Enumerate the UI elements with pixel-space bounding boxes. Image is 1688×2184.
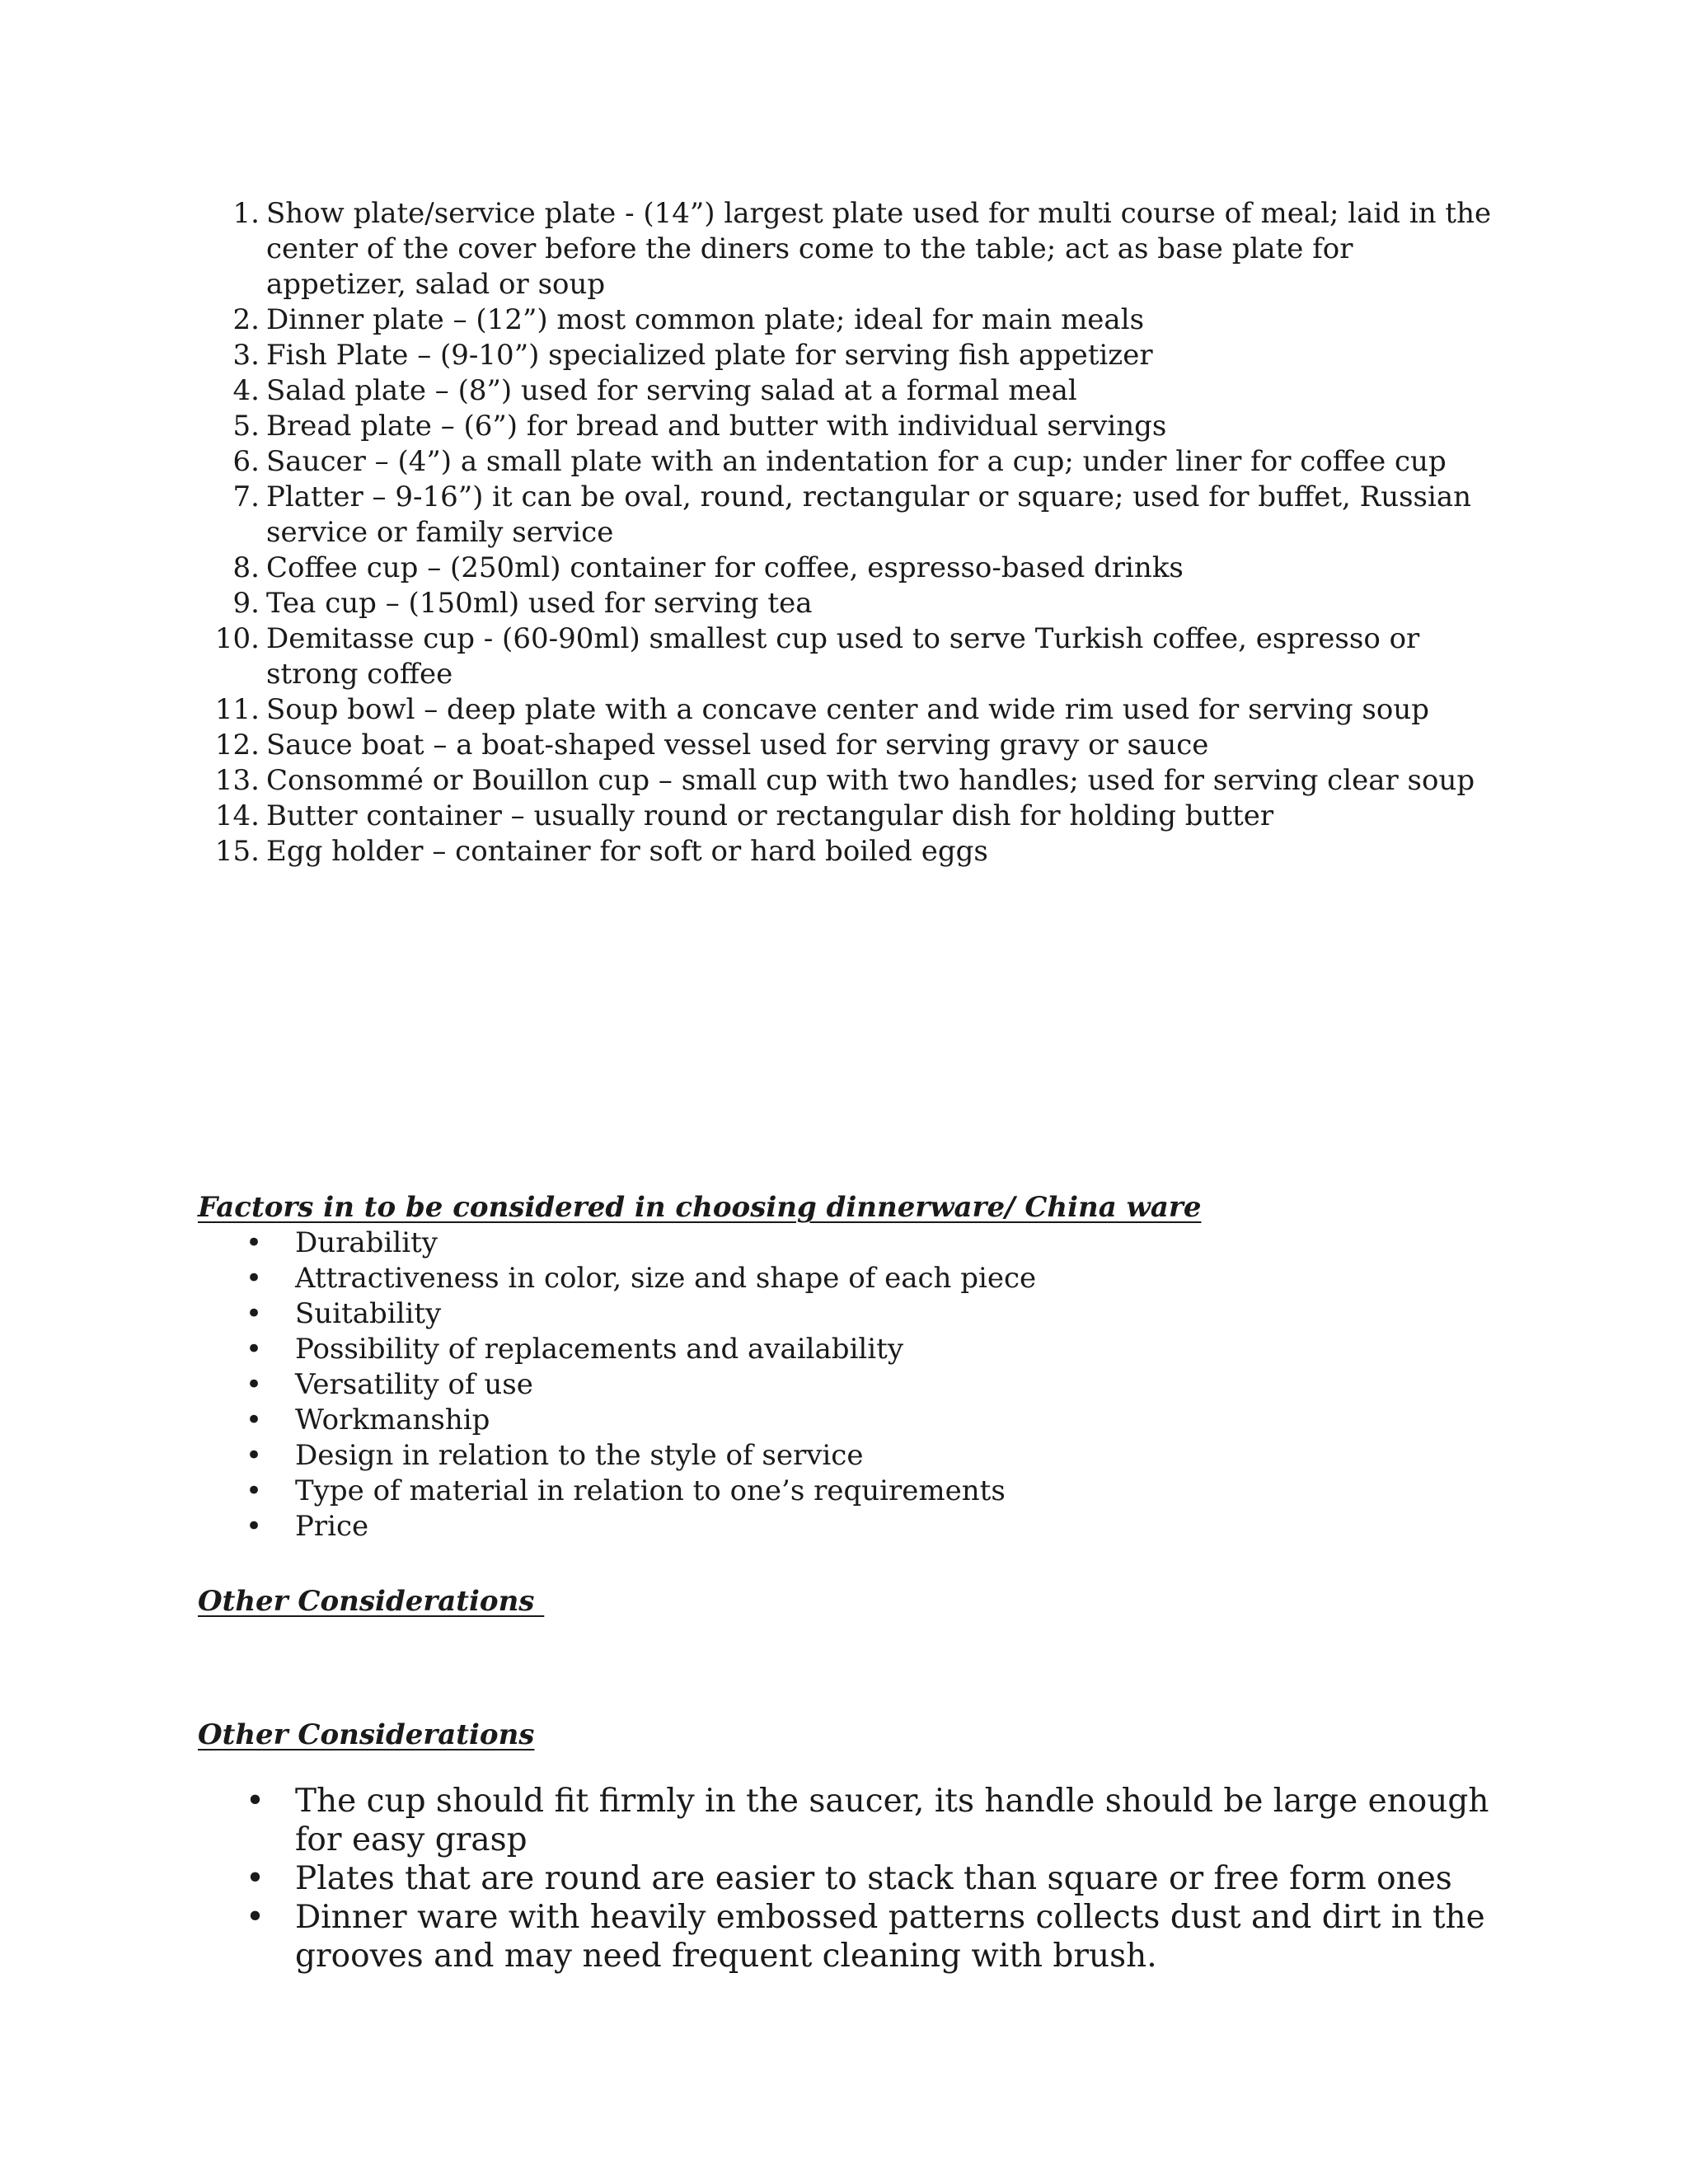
bullet-icon: • [246, 1474, 263, 1507]
list-item [202, 692, 1496, 728]
item-text: Attractiveness in color, size and shape of each piece [295, 1262, 1037, 1295]
bullet-icon: • [246, 1368, 263, 1401]
list-item [198, 1438, 1434, 1474]
list-item [202, 621, 1496, 692]
item-text: Suitability [295, 1297, 442, 1330]
item-text: Tea cup – (150ml) used for serving tea [266, 587, 813, 620]
bullet-icon: • [246, 1262, 263, 1295]
item-text: Versatility of use [295, 1368, 533, 1401]
list-item [202, 763, 1496, 799]
item-text: Saucer – (4”) a small plate with an indentation for a cup; under liner for coffee cup [266, 445, 1447, 478]
list-item [202, 373, 1496, 409]
item-text: Sauce boat – a boat-shaped vessel used for serving gravy or sauce [266, 729, 1209, 762]
item-number: 4. [232, 374, 260, 407]
item-text: Fish Plate – (9-10”) specialized plate for serving fish appetizer [266, 339, 1153, 372]
list-item [198, 1261, 1434, 1296]
bullet-icon: • [246, 1860, 265, 1897]
bullet-icon: • [246, 1510, 263, 1543]
item-text: Salad plate – (8”) used for serving salad at a formal meal [266, 374, 1077, 407]
item-number: 11. [214, 693, 260, 726]
item-number: 6. [232, 445, 260, 478]
list-item [202, 551, 1496, 586]
item-text: Demitasse cup - (60-90ml) smallest cup used to serve Turkish coffee, espresso or strong coffee [266, 622, 1420, 691]
item-text: Dinner plate – (12”) most common plate; ideal for main meals [266, 303, 1145, 336]
item-number: 13. [214, 764, 260, 797]
other-considerations-bullet-list [198, 1782, 1517, 1975]
item-number: 9. [232, 587, 260, 620]
item-number: 7. [232, 480, 260, 513]
item-number: 1. [232, 197, 260, 230]
item-text: Soup bowl – deep plate with a concave center and wide rim used for serving soup [266, 693, 1430, 726]
bullet-icon: • [246, 1226, 263, 1259]
list-item [198, 1403, 1434, 1438]
list-item [202, 196, 1496, 302]
item-text: Coffee cup – (250ml) container for coffee, espresso-based drinks [266, 551, 1184, 584]
list-item [202, 834, 1496, 869]
list-item [202, 338, 1496, 373]
list-item [198, 1296, 1434, 1332]
list-item [198, 1859, 1517, 1898]
dinnerware-numbered-list [202, 196, 1496, 869]
item-text: Type of material in relation to one’s requirements [295, 1474, 1006, 1507]
list-item [198, 1332, 1434, 1367]
list-item [198, 1474, 1434, 1509]
item-text: The cup should fit firmly in the saucer, its handle should be large enough for easy grasp [295, 1783, 1489, 1858]
item-text: Butter container – usually round or rectangular dish for holding butter [266, 799, 1274, 832]
bullet-icon: • [246, 1783, 265, 1820]
item-text: Platter – 9-16”) it can be oval, round, rectangular or square; used for buffet, Russian service or family service [266, 480, 1472, 549]
item-text: Consommé or Bouillon cup – small cup with two handles; used for serving clear soup [266, 764, 1475, 797]
item-number: 3. [232, 339, 260, 372]
item-text: Dinner ware with heavily embossed patterns collects dust and dirt in the grooves and may need frequent cleaning with brush. [295, 1899, 1485, 1975]
bullet-icon: • [246, 1404, 263, 1436]
list-item [202, 728, 1496, 763]
factors-heading: Factors in to be considered in choosing dinnerware/ China ware [198, 1191, 1202, 1224]
bullet-icon: • [246, 1333, 263, 1366]
bullet-icon: • [246, 1439, 263, 1472]
item-text: Possibility of replacements and availability [295, 1333, 904, 1366]
item-text: Durability [295, 1226, 438, 1259]
list-item [198, 1367, 1434, 1403]
item-text: Show plate/service plate - (14”) largest plate used for multi course of meal; laid in the center of the cover before the diners come to the table; act as base plate for appetizer, salad or soup [266, 197, 1492, 301]
item-text: Plates that are round are easier to stack than square or free form ones [295, 1860, 1452, 1897]
bullet-icon: • [246, 1899, 265, 1936]
item-text: Workmanship [295, 1404, 490, 1436]
list-item [198, 1898, 1517, 1975]
item-number: 2. [232, 303, 260, 336]
list-item [202, 480, 1496, 551]
item-number: 12. [214, 729, 260, 762]
list-item [198, 1509, 1434, 1544]
item-text: Egg holder – container for soft or hard boiled eggs [266, 835, 988, 868]
bullet-icon: • [246, 1297, 263, 1330]
list-item [202, 409, 1496, 444]
item-text: Design in relation to the style of service [295, 1439, 864, 1472]
item-text: Bread plate – (6”) for bread and butter with individual servings [266, 410, 1167, 443]
item-number: 10. [214, 622, 260, 655]
list-item [202, 799, 1496, 834]
item-text: Price [295, 1510, 369, 1543]
other-considerations-heading: Other Considerations [198, 1718, 535, 1751]
list-item [198, 1226, 1434, 1261]
list-item [202, 302, 1496, 338]
factors-bullet-list [198, 1226, 1434, 1544]
other-considerations-heading: Other Considerations [198, 1585, 545, 1618]
item-number: 8. [232, 551, 260, 584]
list-item [202, 444, 1496, 480]
list-item [198, 1782, 1517, 1859]
item-number: 14. [214, 799, 260, 832]
list-item [202, 586, 1496, 621]
item-number: 15. [214, 835, 260, 868]
item-number: 5. [232, 410, 260, 443]
